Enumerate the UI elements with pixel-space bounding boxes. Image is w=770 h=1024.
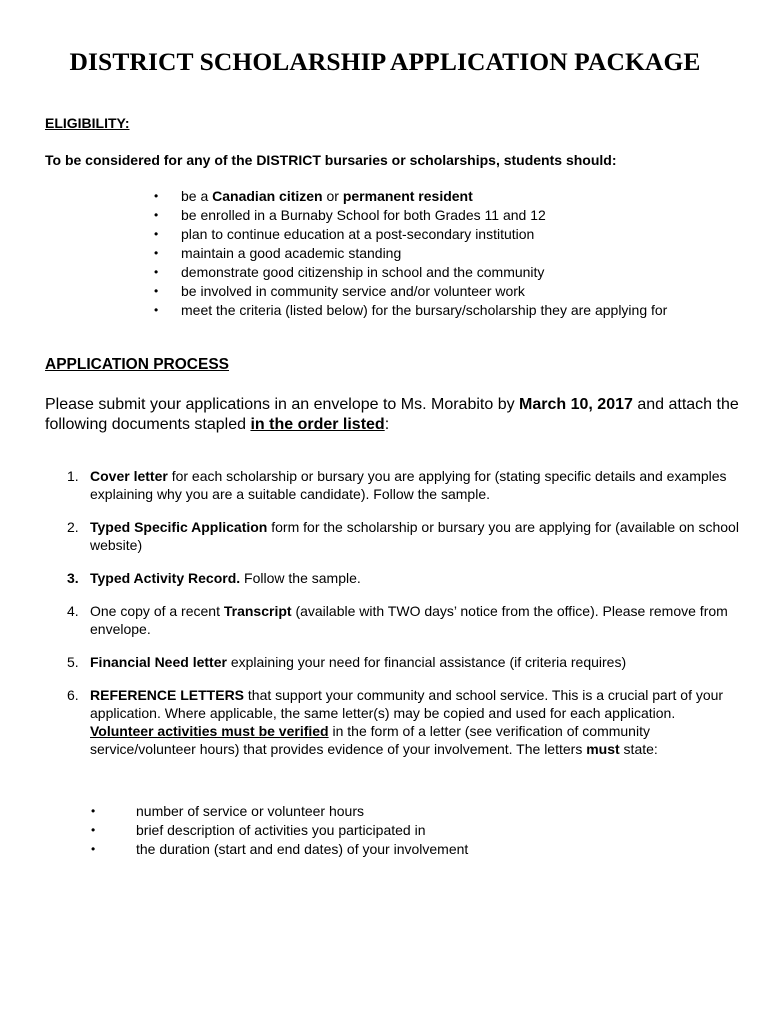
submit-instructions [45,395,745,435]
criterion-text: be enrolled in a Burnaby School for both Grades 11 and 12 [181,207,546,223]
requirement-text: number of service or volunteer hours [136,803,364,819]
item-text: (available with TWO days’ notice from the office). Please remove from envelope. [90,603,728,637]
bullet-icon: • [154,303,159,317]
list-item [0,840,468,859]
criterion-text: be a [181,188,213,204]
list-item [0,244,667,263]
item-bold: Typed Activity Record. [90,570,241,586]
list-item [0,653,770,671]
item-bold-underlined: Volunteer activities must be verified [90,723,329,739]
bullet-icon: • [154,227,159,241]
list-item [0,821,468,840]
criterion-text: or [322,188,343,204]
bullet-icon: • [154,265,159,279]
item-text: in the form of a letter (see verification of community service/volunteer hours) that provides evidence of your involvement. The letters [90,723,650,757]
item-number: 2. [67,519,79,535]
item-bold: Typed Specific Application [90,519,268,535]
list-item [0,518,770,554]
bullet-icon: • [91,823,96,837]
item-bold: Transcript [223,603,292,619]
list-item [0,467,770,503]
list-item [0,802,468,821]
item-number: 5. [67,654,79,670]
criterion-text: be involved in community service and/or volunteer work [181,283,525,299]
criterion-text: meet the criteria (listed below) for the bursary/scholarship they are applying for [181,302,668,318]
reference-letter-requirements-list [0,802,468,859]
list-item [0,301,667,320]
requirement-text: brief description of activities you participated in [136,822,426,838]
criterion-bold: Canadian citizen [212,188,323,204]
submit-text: and attach the following documents stapled [45,396,739,433]
item-text: form for the scholarship or bursary you are applying for (available on school website) [90,519,739,553]
item-number: 1. [67,468,79,484]
application-process-heading: APPLICATION PROCESS [45,356,230,373]
item-number: 6. [67,687,79,703]
bullet-icon: • [154,208,159,222]
item-number: 3. [67,570,79,586]
criterion-text: plan to continue education at a post-secondary institution [181,226,535,242]
submit-text: Please submit your applications in an envelope to Ms. Morabito by [45,396,520,413]
item-bold: REFERENCE LETTERS [90,687,245,703]
item-bold: Cover letter [90,468,168,484]
criterion-text: maintain a good academic standing [181,245,402,261]
bullet-icon: • [154,284,159,298]
submit-order-emphasis: in the order listed [250,416,385,433]
required-documents-list [0,467,770,773]
list-item [0,282,667,301]
submit-text: : [384,416,390,433]
eligibility-heading: ELIGIBILITY: [45,115,130,131]
item-bold: must [586,741,620,757]
item-text: state: [619,741,658,757]
item-text: One copy of a recent [90,603,224,619]
list-item [0,686,770,758]
bullet-icon: • [154,189,159,203]
item-text: explaining your need for financial assistance (if criteria requires) [226,654,627,670]
item-number: 4. [67,603,79,619]
item-bold: Financial Need letter [90,654,227,670]
requirement-text: the duration (start and end dates) of your involvement [136,841,469,857]
criterion-text: demonstrate good citizenship in school and the community [181,264,545,280]
list-item [0,602,770,638]
list-item [0,225,667,244]
submit-deadline: March 10, 2017 [519,396,633,413]
list-item [0,206,667,225]
document-title: DISTRICT SCHOLARSHIP APPLICATION PACKAGE [69,47,701,76]
bullet-icon: • [91,842,96,856]
bullet-icon: • [154,246,159,260]
item-text: that support your community and school service. This is a crucial part of your application. Where applicable, the same letter(s) may be copied and used for each application. [90,687,724,721]
bullet-icon: • [91,804,96,818]
item-text: Follow the sample. [240,570,361,586]
criterion-bold: permanent resident [342,188,473,204]
eligibility-criteria-list [0,187,667,320]
item-text: for each scholarship or bursary you are applying for (stating specific details and examples explaining why you are a suitable candidate). Follow the sample. [90,468,727,502]
list-item [0,187,667,206]
list-item [0,569,770,587]
list-item [0,263,667,282]
eligibility-intro: To be considered for any of the DISTRICT bursaries or scholarships, students should: [45,152,617,168]
